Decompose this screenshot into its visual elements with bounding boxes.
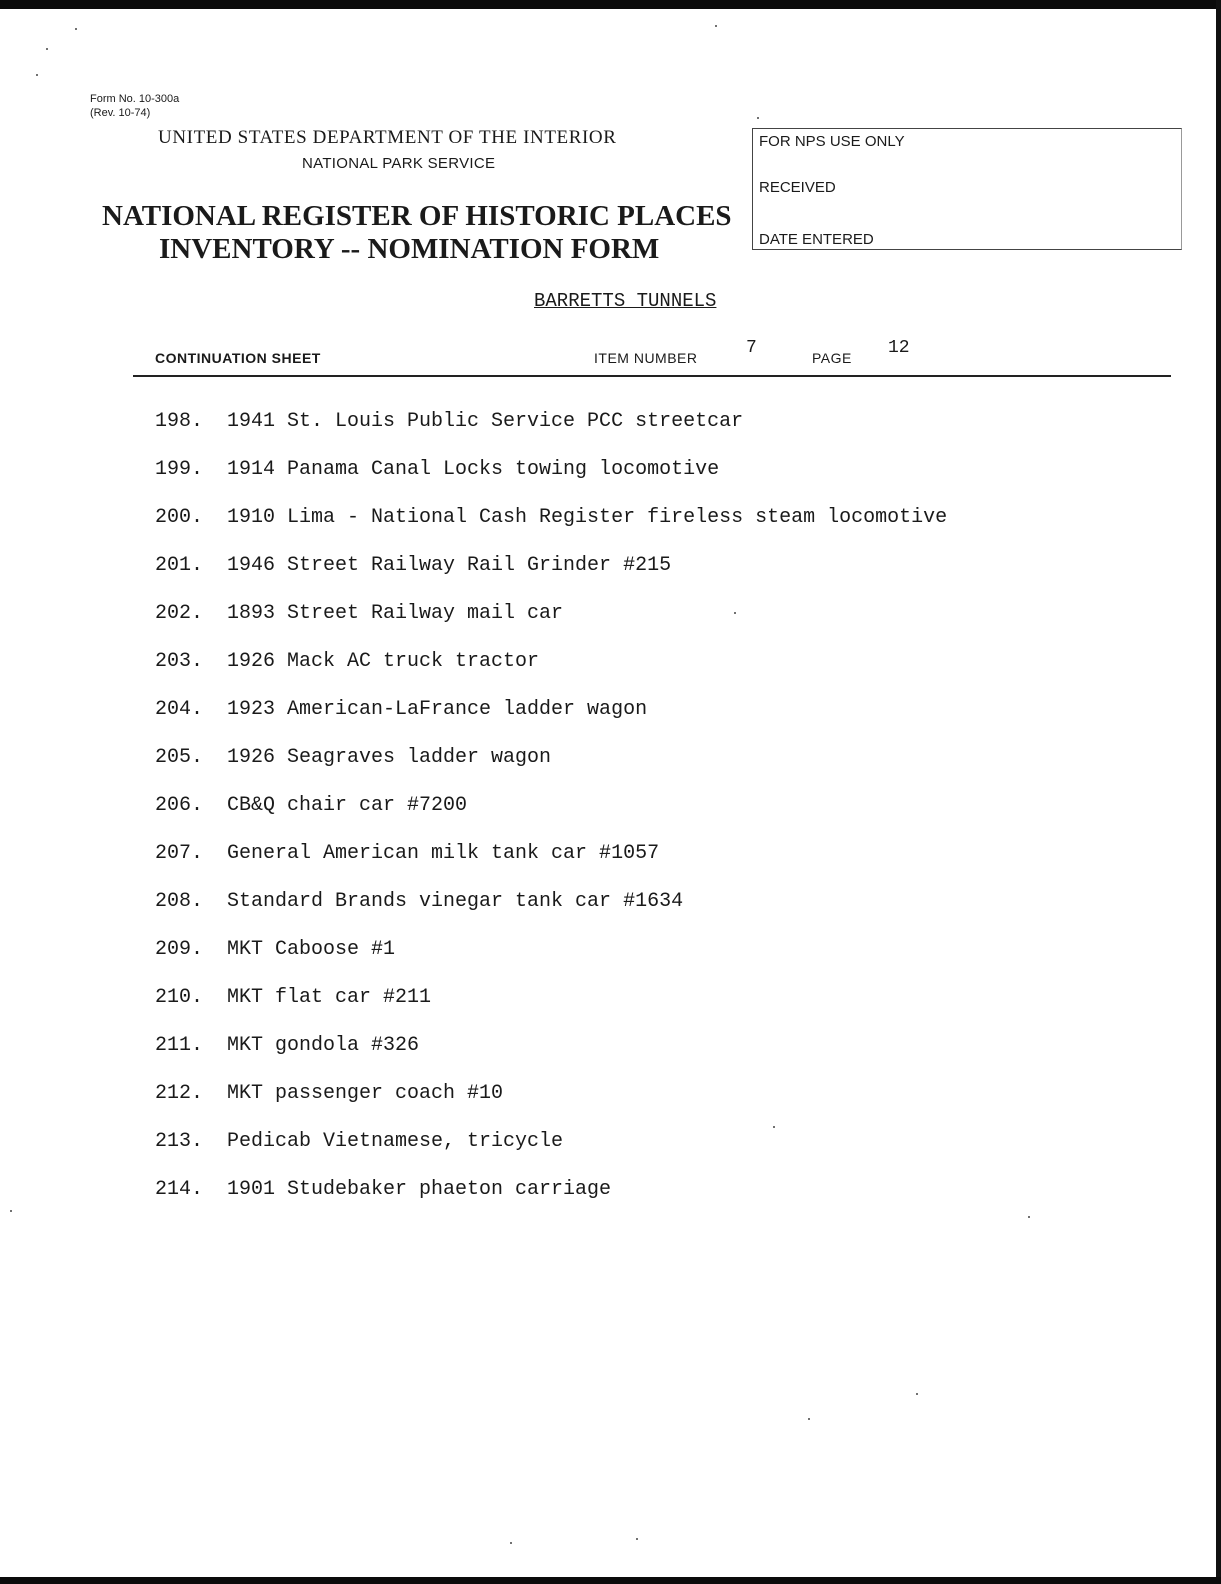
item-number: 210. bbox=[155, 986, 204, 1009]
item-description: 1910 Lima - National Cash Register fireless steam locomotive bbox=[227, 506, 948, 529]
item-description: MKT Caboose #1 bbox=[227, 938, 396, 961]
item-number: 198. bbox=[155, 410, 204, 433]
item-description: 1926 Seagraves ladder wagon bbox=[227, 746, 552, 769]
scan-speck bbox=[715, 25, 717, 27]
department-name: UNITED STATES DEPARTMENT OF THE INTERIOR bbox=[158, 127, 617, 148]
scan-edge-right bbox=[1216, 0, 1221, 1584]
item-number: 203. bbox=[155, 650, 204, 673]
scan-speck bbox=[773, 1126, 775, 1128]
scan-speck bbox=[75, 28, 77, 30]
item-number: 200. bbox=[155, 506, 204, 529]
list-item bbox=[155, 696, 947, 744]
item-description: 1926 Mack AC truck tractor bbox=[227, 650, 540, 673]
date-entered-label: DATE ENTERED bbox=[759, 231, 874, 248]
list-item bbox=[155, 552, 947, 600]
list-item bbox=[155, 504, 947, 552]
item-number-value: 7 bbox=[746, 338, 757, 358]
item-description: CB&Q chair car #7200 bbox=[227, 794, 468, 817]
list-item bbox=[155, 456, 947, 504]
list-item bbox=[155, 1080, 947, 1128]
scan-speck bbox=[510, 1542, 512, 1544]
form-number: Form No. 10-300a bbox=[90, 93, 180, 105]
item-description: General American milk tank car #1057 bbox=[227, 842, 660, 865]
list-item bbox=[155, 936, 947, 984]
scan-speck bbox=[1028, 1216, 1030, 1218]
item-number: 209. bbox=[155, 938, 204, 961]
item-number: 202. bbox=[155, 602, 204, 625]
item-number: 206. bbox=[155, 794, 204, 817]
item-description: Pedicab Vietnamese, tricycle bbox=[227, 1130, 564, 1153]
list-item bbox=[155, 600, 947, 648]
scan-speck bbox=[916, 1393, 918, 1395]
list-item bbox=[155, 1176, 947, 1224]
scan-speck bbox=[636, 1538, 638, 1540]
scan-speck bbox=[757, 117, 759, 119]
scan-edge-bottom bbox=[0, 1577, 1221, 1584]
list-item bbox=[155, 984, 947, 1032]
item-number: 213. bbox=[155, 1130, 204, 1153]
item-description: MKT passenger coach #10 bbox=[227, 1082, 504, 1105]
item-description: 1901 Studebaker phaeton carriage bbox=[227, 1178, 612, 1201]
item-number: 212. bbox=[155, 1082, 204, 1105]
nps-box-heading: FOR NPS USE ONLY bbox=[759, 133, 905, 150]
item-description: 1941 St. Louis Public Service PCC streetcar bbox=[227, 410, 744, 433]
item-description: 1914 Panama Canal Locks towing locomotive bbox=[227, 458, 720, 481]
item-description: Standard Brands vinegar tank car #1634 bbox=[227, 890, 684, 913]
list-item bbox=[155, 1128, 947, 1176]
item-description: 1893 Street Railway mail car bbox=[227, 602, 564, 625]
header-divider bbox=[133, 375, 1171, 377]
item-number: 214. bbox=[155, 1178, 204, 1201]
form-revision: (Rev. 10-74) bbox=[90, 107, 151, 119]
item-number: 199. bbox=[155, 458, 204, 481]
item-description: 1923 American-LaFrance ladder wagon bbox=[227, 698, 648, 721]
page-label: PAGE bbox=[812, 350, 852, 366]
list-item bbox=[155, 648, 947, 696]
agency-name: NATIONAL PARK SERVICE bbox=[302, 155, 496, 172]
item-number: 204. bbox=[155, 698, 204, 721]
scan-speck bbox=[10, 1210, 12, 1212]
form-title-line1: NATIONAL REGISTER OF HISTORIC PLACES bbox=[102, 200, 732, 232]
scan-edge-top bbox=[0, 0, 1221, 9]
scan-speck bbox=[36, 74, 38, 76]
item-description: 1946 Street Railway Rail Grinder #215 bbox=[227, 554, 672, 577]
item-number: 208. bbox=[155, 890, 204, 913]
list-item bbox=[155, 408, 947, 456]
item-number-label: ITEM NUMBER bbox=[594, 350, 698, 366]
list-item bbox=[155, 1032, 947, 1080]
received-label: RECEIVED bbox=[759, 179, 836, 196]
form-title-line2: INVENTORY -- NOMINATION FORM bbox=[159, 233, 660, 265]
scan-speck bbox=[734, 612, 736, 614]
form-number-block bbox=[90, 92, 179, 120]
scan-speck bbox=[808, 1418, 810, 1420]
list-item bbox=[155, 840, 947, 888]
item-number: 207. bbox=[155, 842, 204, 865]
scan-speck bbox=[46, 48, 48, 50]
list-item bbox=[155, 792, 947, 840]
item-description: MKT flat car #211 bbox=[227, 986, 432, 1009]
property-name: BARRETTS TUNNELS bbox=[534, 290, 717, 312]
item-number: 205. bbox=[155, 746, 204, 769]
page-number-value: 12 bbox=[888, 338, 910, 358]
inventory-list bbox=[155, 408, 947, 1224]
item-number: 211. bbox=[155, 1034, 204, 1057]
item-description: MKT gondola #326 bbox=[227, 1034, 420, 1057]
item-number: 201. bbox=[155, 554, 204, 577]
nps-use-only-box bbox=[752, 128, 1182, 250]
list-item bbox=[155, 888, 947, 936]
continuation-sheet-label: CONTINUATION SHEET bbox=[155, 350, 321, 366]
list-item bbox=[155, 744, 947, 792]
